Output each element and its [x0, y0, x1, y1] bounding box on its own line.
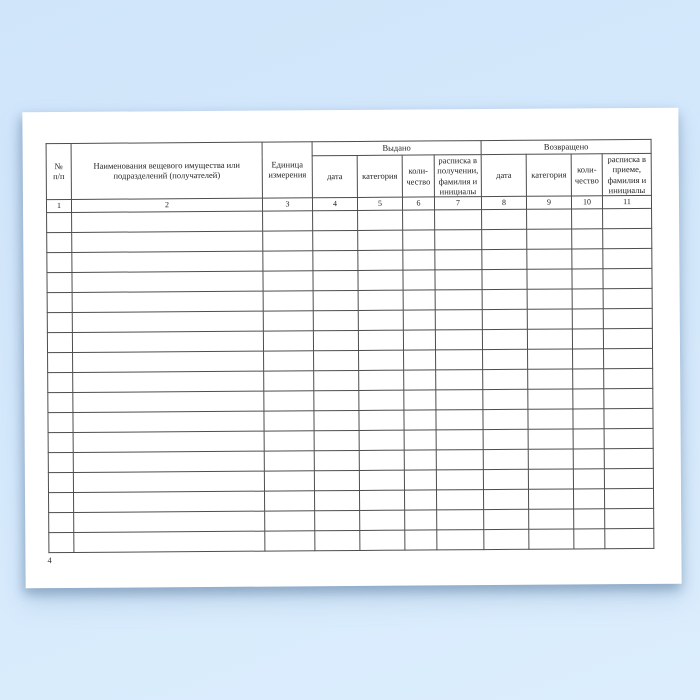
empty-cell [436, 450, 483, 470]
empty-cell [605, 488, 654, 508]
empty-cell [48, 392, 73, 412]
empty-cell [484, 509, 529, 529]
empty-cell [74, 491, 265, 512]
empty-cell [404, 410, 436, 430]
col-header-returned-quantity: коли- чество [571, 154, 602, 196]
empty-cell [435, 330, 482, 350]
empty-cell [483, 389, 528, 409]
empty-cell [313, 270, 358, 290]
empty-cell [574, 489, 605, 509]
empty-cell [313, 230, 358, 250]
issue-return-register-table [46, 139, 655, 553]
empty-cell [404, 450, 436, 470]
empty-cell [264, 471, 314, 491]
empty-cell [573, 449, 604, 469]
empty-cell [403, 250, 435, 270]
empty-cell [572, 329, 603, 349]
empty-cell [358, 330, 403, 350]
empty-cell [482, 209, 527, 229]
group-header-issued: Выдано [312, 141, 481, 156]
empty-cell [528, 449, 573, 469]
empty-cell [527, 309, 572, 329]
empty-cell [403, 290, 435, 310]
empty-cell [49, 512, 74, 532]
empty-cell [529, 489, 574, 509]
group-header-returned: Возвращено [481, 139, 651, 154]
empty-cell [604, 408, 653, 428]
empty-cell [72, 251, 263, 272]
empty-cell [359, 370, 404, 390]
empty-cell [73, 371, 264, 392]
col-header-issued-quantity: коли- чество [402, 155, 434, 197]
column-number: 3 [262, 198, 312, 211]
empty-cell [529, 529, 574, 549]
empty-cell [436, 470, 483, 490]
empty-cell [74, 531, 265, 552]
empty-cell [527, 329, 572, 349]
empty-cell [263, 231, 313, 251]
empty-cell [604, 428, 653, 448]
empty-cell [72, 291, 263, 312]
empty-cell [73, 391, 264, 412]
empty-cell [482, 249, 527, 269]
empty-cell [436, 430, 483, 450]
empty-cell [315, 510, 360, 530]
empty-cell [573, 409, 604, 429]
empty-cell [263, 251, 313, 271]
empty-cell [47, 252, 72, 272]
empty-cell [358, 270, 403, 290]
empty-cell [72, 311, 263, 332]
empty-cell [359, 390, 404, 410]
empty-cell [73, 471, 264, 492]
empty-cell [604, 368, 653, 388]
empty-cell [482, 329, 527, 349]
empty-cell [605, 528, 654, 548]
empty-cell [604, 468, 653, 488]
empty-cell [404, 490, 436, 510]
empty-cell [603, 288, 652, 308]
empty-cell [405, 510, 437, 530]
empty-cell [573, 369, 604, 389]
empty-cell [314, 350, 359, 370]
column-number: 8 [481, 196, 526, 209]
empty-cell [435, 210, 482, 230]
empty-cell [359, 490, 404, 510]
empty-cell [73, 431, 264, 452]
column-number: 5 [357, 197, 402, 210]
empty-cell [49, 492, 74, 512]
empty-cell [437, 510, 484, 530]
empty-cell [435, 230, 482, 250]
empty-cell [574, 529, 605, 549]
empty-cell [313, 210, 358, 230]
empty-cell [48, 472, 73, 492]
empty-cell [314, 450, 359, 470]
empty-cell [48, 452, 73, 472]
empty-cell [603, 308, 652, 328]
empty-cell [313, 330, 358, 350]
empty-cell [604, 448, 653, 468]
empty-cell [48, 412, 73, 432]
page-number: 4 [47, 555, 52, 566]
empty-cell [527, 229, 572, 249]
empty-cell [527, 289, 572, 309]
empty-cell [572, 269, 603, 289]
empty-cell [483, 369, 528, 389]
empty-cell [358, 230, 403, 250]
column-number: 10 [571, 196, 602, 209]
column-number: 6 [402, 197, 434, 210]
empty-cell [264, 371, 314, 391]
empty-cell [572, 229, 603, 249]
empty-cell [358, 210, 403, 230]
col-header-returned-receipt: расписка в приеме, фамилия и инициалы [602, 153, 651, 195]
empty-cell [572, 309, 603, 329]
empty-cell [265, 531, 315, 551]
column-number: 2 [71, 198, 262, 212]
table-row [49, 528, 654, 552]
empty-cell [482, 269, 527, 289]
empty-cell [314, 410, 359, 430]
empty-cell [603, 208, 652, 228]
empty-cell [603, 268, 652, 288]
empty-cell [435, 270, 482, 290]
empty-cell [574, 509, 605, 529]
empty-cell [47, 212, 72, 232]
empty-cell [47, 232, 72, 252]
empty-cell [73, 411, 264, 432]
empty-cell [313, 250, 358, 270]
empty-cell [605, 508, 654, 528]
empty-cell [72, 271, 263, 292]
table-body [47, 208, 654, 552]
empty-cell [48, 372, 73, 392]
empty-cell [47, 312, 72, 332]
empty-cell [359, 430, 404, 450]
empty-cell [482, 289, 527, 309]
empty-cell [437, 530, 484, 550]
col-header-returned-category: категория [526, 154, 571, 196]
column-number: 4 [312, 197, 357, 210]
empty-cell [314, 470, 359, 490]
empty-cell [264, 351, 314, 371]
empty-cell [74, 511, 265, 532]
empty-cell [47, 332, 72, 352]
empty-cell [359, 450, 404, 470]
empty-cell [263, 271, 313, 291]
column-number: 11 [602, 195, 651, 208]
col-header-row-number: № п/п [46, 143, 71, 199]
empty-cell [73, 351, 264, 372]
empty-cell [48, 432, 73, 452]
empty-cell [403, 310, 435, 330]
empty-cell [572, 209, 603, 229]
empty-cell [528, 369, 573, 389]
empty-cell [483, 429, 528, 449]
journal-page [22, 108, 681, 589]
empty-cell [264, 491, 314, 511]
empty-cell [359, 350, 404, 370]
empty-cell [264, 411, 314, 431]
empty-cell [72, 231, 263, 252]
empty-cell [435, 310, 482, 330]
empty-cell [263, 311, 313, 331]
table-header [46, 139, 651, 212]
empty-cell [404, 430, 436, 450]
empty-cell [528, 469, 573, 489]
empty-cell [527, 209, 572, 229]
col-header-issued-receipt: расписка в получении, фамилия и инициалы [434, 155, 481, 197]
empty-cell [405, 530, 437, 550]
empty-cell [573, 429, 604, 449]
empty-cell [403, 230, 435, 250]
empty-cell [483, 449, 528, 469]
empty-cell [315, 530, 360, 550]
empty-cell [603, 248, 652, 268]
empty-cell [572, 289, 603, 309]
empty-cell [483, 409, 528, 429]
empty-cell [403, 330, 435, 350]
empty-cell [529, 509, 574, 529]
empty-cell [265, 511, 315, 531]
empty-cell [404, 470, 436, 490]
empty-cell [314, 430, 359, 450]
empty-cell [314, 390, 359, 410]
empty-cell [47, 272, 72, 292]
empty-cell [313, 290, 358, 310]
empty-cell [403, 270, 435, 290]
empty-cell [436, 370, 483, 390]
empty-cell [314, 370, 359, 390]
empty-cell [314, 490, 359, 510]
empty-cell [360, 530, 405, 550]
col-header-returned-date: дата [481, 154, 526, 196]
empty-cell [573, 469, 604, 489]
empty-cell [358, 310, 403, 330]
empty-cell [527, 269, 572, 289]
column-number: 9 [526, 196, 571, 209]
empty-cell [72, 331, 263, 352]
empty-cell [604, 348, 653, 368]
empty-cell [49, 532, 74, 552]
empty-cell [573, 349, 604, 369]
empty-cell [48, 352, 73, 372]
empty-cell [528, 389, 573, 409]
empty-cell [482, 229, 527, 249]
empty-cell [47, 292, 72, 312]
empty-cell [436, 490, 483, 510]
empty-cell [528, 409, 573, 429]
column-number: 7 [434, 197, 481, 210]
empty-cell [359, 410, 404, 430]
empty-cell [403, 210, 435, 230]
col-header-issued-category: категория [357, 155, 402, 197]
empty-cell [483, 349, 528, 369]
empty-cell [436, 410, 483, 430]
empty-cell [604, 388, 653, 408]
col-header-issued-date: дата [312, 155, 357, 197]
column-number: 1 [46, 199, 71, 212]
empty-cell [73, 451, 264, 472]
col-header-item-name: Наименования вещевого имущества или подразделений (получателей) [71, 142, 262, 199]
empty-cell [436, 350, 483, 370]
empty-cell [264, 431, 314, 451]
empty-cell [572, 249, 603, 269]
empty-cell [435, 250, 482, 270]
empty-cell [263, 291, 313, 311]
empty-cell [263, 331, 313, 351]
empty-cell [358, 250, 403, 270]
empty-cell [313, 310, 358, 330]
empty-cell [404, 370, 436, 390]
empty-cell [603, 228, 652, 248]
empty-cell [528, 429, 573, 449]
empty-cell [527, 249, 572, 269]
col-header-unit: Единица измерения [262, 142, 312, 198]
empty-cell [482, 309, 527, 329]
empty-cell [484, 489, 529, 509]
empty-cell [404, 350, 436, 370]
empty-cell [360, 510, 405, 530]
empty-cell [603, 328, 652, 348]
empty-cell [484, 529, 529, 549]
empty-cell [483, 469, 528, 489]
empty-cell [264, 391, 314, 411]
empty-cell [404, 390, 436, 410]
empty-cell [263, 211, 313, 231]
empty-cell [528, 349, 573, 369]
empty-cell [72, 211, 263, 232]
empty-cell [264, 451, 314, 471]
empty-cell [436, 390, 483, 410]
empty-cell [358, 290, 403, 310]
empty-cell [573, 389, 604, 409]
empty-cell [359, 470, 404, 490]
empty-cell [435, 290, 482, 310]
